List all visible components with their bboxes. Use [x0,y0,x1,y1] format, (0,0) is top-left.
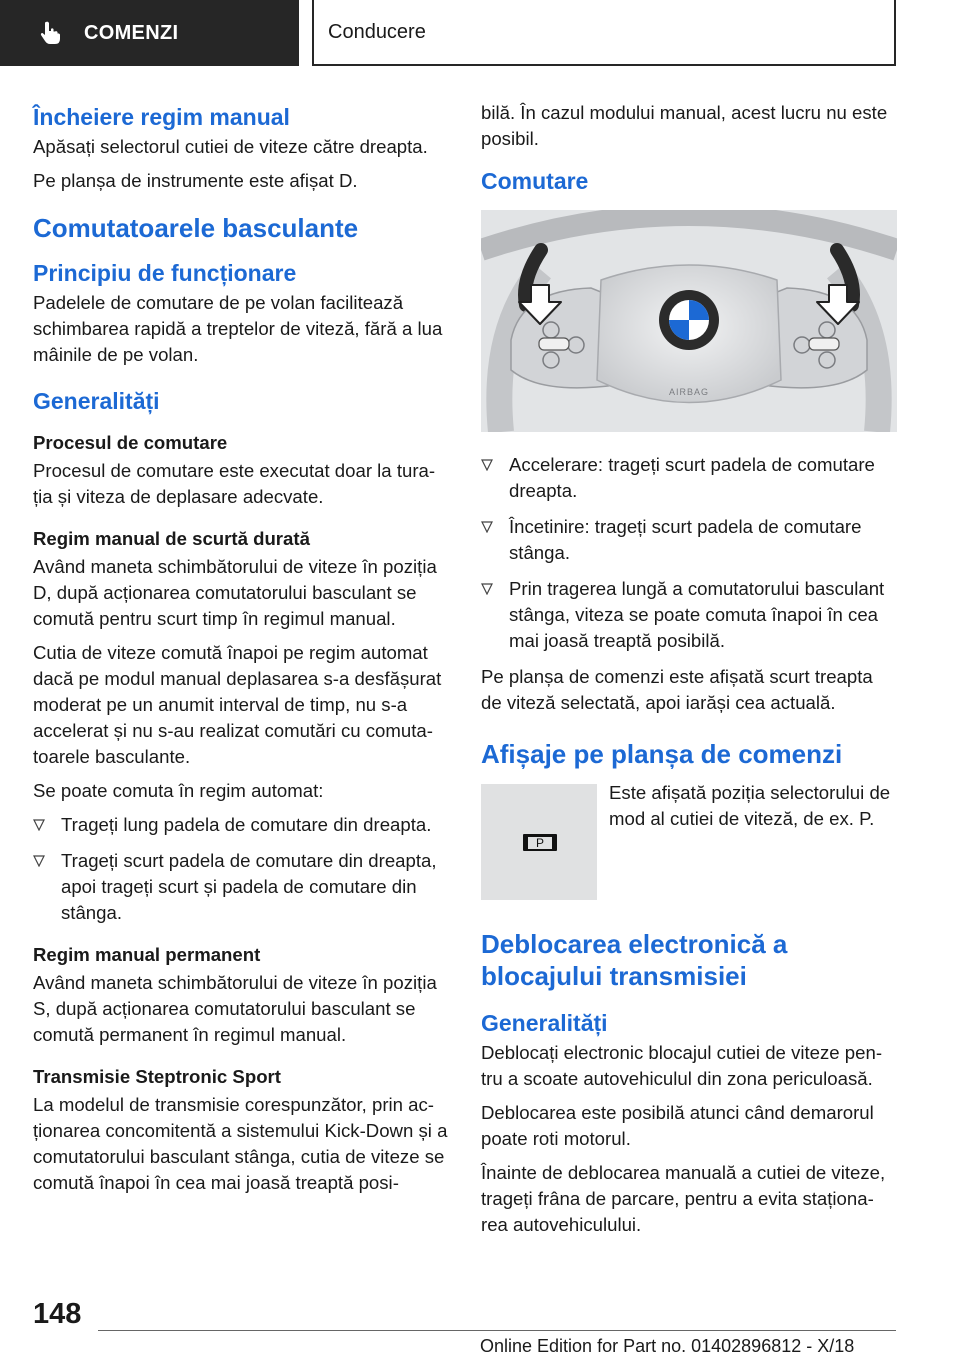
paragraph: Deblocați electronic blocajul cutiei de viteze pen-tru a scoate autovehiculul din zona periculoasă. [481,1042,883,1089]
heading-incheiere: Încheiere regim manual [33,104,290,130]
heading-procesul: Procesul de comutare [33,432,228,453]
heading-permanent: Regim manual permanent [33,944,261,965]
list-item: Trageți lung padela de comutare din dreapta. [33,812,449,838]
display-indicator-image [481,784,597,900]
list-item: Accelerare: trageți scurt padela de comutare dreapta. [481,452,897,504]
paragraph: Având maneta schimbătorului de viteze în poziția D, după acționarea comutatorului basculant se comută pentru scurt timp în regimul manual. [33,556,437,629]
list-item: Trageți scurt padela de comutare din dreapta, apoi trageți scurt și padela de comutare din stânga. [33,848,449,926]
paragraph: Pe planșa de instrumente este afișat D. [33,170,358,191]
heading-comutatoare: Comutatoarele basculante [33,213,359,243]
heading-comutare: Comutare [481,168,589,194]
steering-wheel-image [481,210,897,432]
paragraph: Cutia de viteze comută înapoi pe regim automat dacă pe modul manual deplasarea s-a desfășurat moderat pe un anumit interval de timp, nu s-a accelerat și nu s-au realizat comutări cu comuta-toarele basculante. [33,642,442,767]
triangle-bullet-icon [33,819,45,831]
triangle-bullet-icon [481,459,493,471]
section-title: Conducere [312,0,896,66]
airbag-label: AIRBAG [668,387,710,397]
page-header [0,0,960,66]
gear-p-indicator: P [523,834,557,851]
heading-afisaje: Afișaje pe planșa de comenzi [481,739,843,769]
paragraph: Înainte de deblocarea manuală a cutiei de viteze, trageți frâna de parcare, pentru a evita staționa-rea autovehiculului. [481,1162,886,1235]
footer-divider [98,1330,896,1331]
paragraph: bilă. În cazul modului manual, acest lucru nu este posibil. [481,102,888,149]
paragraph: Procesul de comutare este executat doar la tura-ția și viteza de deplasare adecvate. [33,460,436,507]
heading-scurta: Regim manual de scurtă durată [33,528,310,549]
heading-deblocarea: Deblocarea electronică a blocajului transmisiei [481,929,788,991]
heading-generalitati-2: Generalități [481,1010,608,1036]
page-number: 148 [33,1298,82,1330]
triangle-bullet-icon [33,855,45,867]
chapter-tab-label: COMENZI [84,21,179,44]
paragraph: Deblocarea este posibilă atunci când demarorul poate roti motorul. [481,1102,874,1149]
heading-principiu: Principiu de funcționare [33,260,297,286]
list-item: Prin tragerea lungă a comutatorului basculant stânga, viteza se poate comuta înapoi în cea mai joasă treaptă posibilă. [481,576,897,654]
paragraph: Padelele de comutare de pe volan facilitează schimbarea rapidă a treptelor de viteză, fără a lua mâinile de pe volan. [33,292,443,365]
steering-wheel-illustration [481,210,897,432]
paragraph: Este afișată poziția selectorului de mod al cutiei de viteză, de ex. P. [609,782,891,829]
bullet-list [481,452,897,654]
triangle-bullet-icon [481,583,493,595]
triangle-bullet-icon [481,521,493,533]
bullet-list [33,812,449,926]
paragraph: Pe planșa de comenzi este afișată scurt treapta de viteză selectată, apoi iarăși cea actuală. [481,666,873,713]
paragraph: Având maneta schimbătorului de viteze în poziția S, după acționarea comutatorului basculant se comută permanent în regimul manual. [33,972,437,1045]
heading-steptronic: Transmisie Steptronic Sport [33,1066,281,1087]
heading-generalitati: Generalități [33,388,160,414]
paragraph: La modelul de transmisie corespunzător, prin ac-ționarea concomitentă a sistemului Kick-Down și a comutatorului basculant stânga, cutia de viteze se comută înapoi în cea mai joasă treaptă posi- [33,1094,448,1193]
display-example-row [481,784,897,900]
edition-info: Online Edition for Part no. 01402896812 - X/18 [480,1336,855,1356]
paragraph: Apăsați selectorul cutiei de viteze către dreapta. [33,136,428,157]
paragraph: Se poate comuta în regim automat: [33,780,324,801]
hand-pointer-icon [38,20,64,46]
right-column [481,100,897,1246]
left-column [33,100,449,1204]
chapter-tab[interactable] [0,0,299,66]
list-item: Încetinire: trageți scurt padela de comutare stânga. [481,514,897,566]
